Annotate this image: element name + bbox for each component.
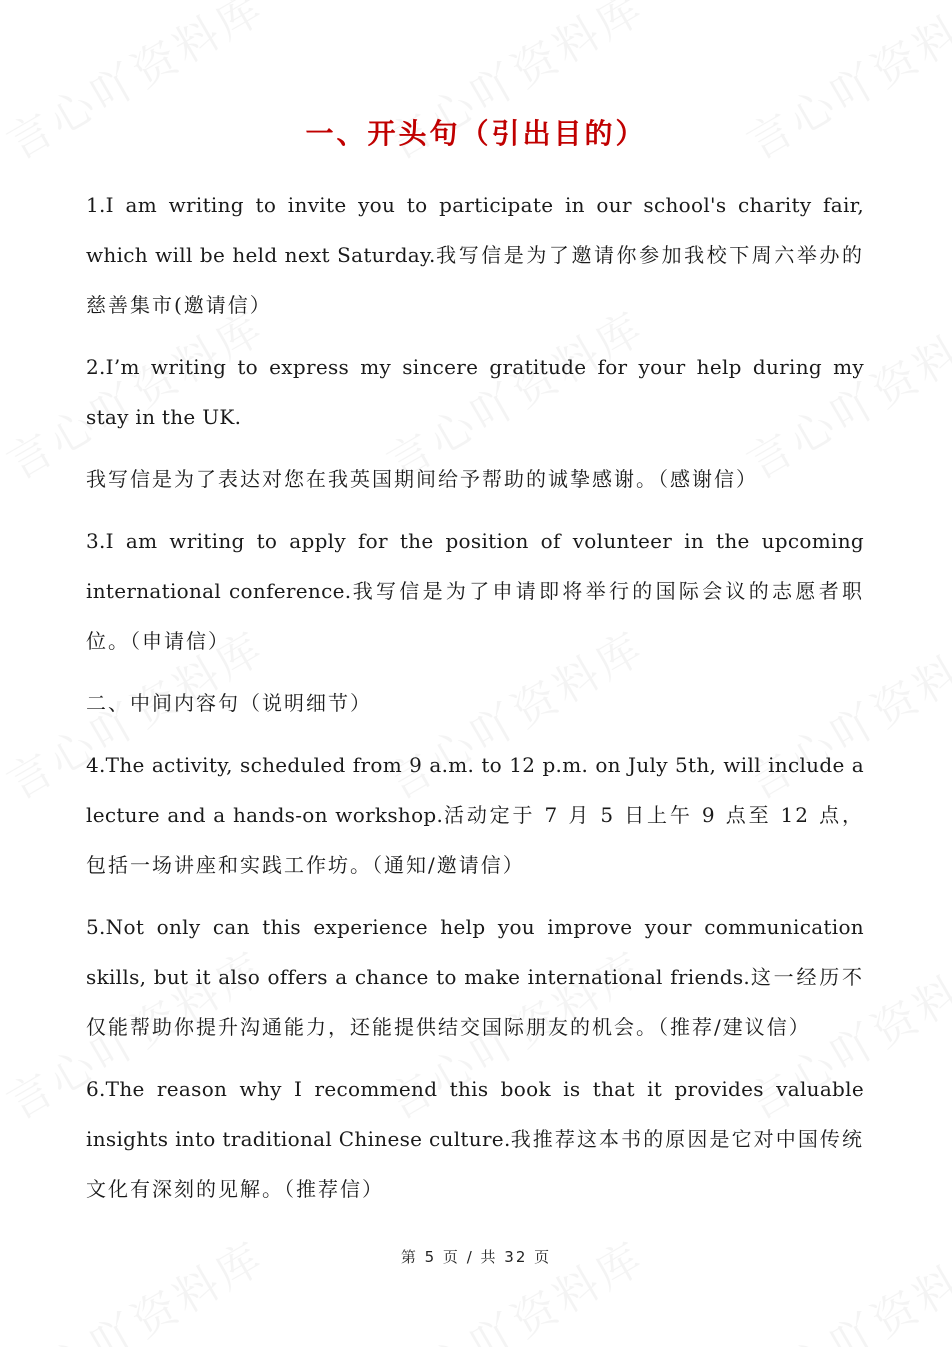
english-sentence: 4.The activity, scheduled from 9 a.m. to 12 p.m. on July 5th, will include a lecture and a hands-on workshop.: [86, 753, 864, 827]
english-sentence: 3.I am writing to apply for the position of volunteer in the upcoming international conference.: [86, 529, 864, 603]
document-body: [86, 180, 864, 1226]
sentence-paragraph-1: [86, 180, 864, 330]
sentence-paragraph-3: [86, 516, 864, 666]
english-sentence: 6.The reason why I recommend this book is that it provides valuable insights into traditional Chinese culture.: [86, 1077, 864, 1151]
sentence-paragraph-2: [86, 342, 864, 442]
page-title: 一、开头句（引出目的）: [305, 117, 647, 150]
watermark-text: [733, 1222, 952, 1347]
sentence-paragraph-2-translation: [86, 454, 864, 504]
chinese-translation: 我写信是为了表达对您在我英国期间给予帮助的诚挚感谢。（感谢信）: [86, 467, 758, 491]
chinese-translation: 活动定于 7 月 5 日上午 9 点至 12 点，包括一场讲座和实践工作坊。（通知/邀请信）: [86, 803, 865, 877]
watermark-text: [0, 1222, 275, 1347]
chinese-translation: 我写信是为了邀请你参加我校下周六举办的慈善集市(邀请信）: [86, 243, 864, 317]
section-heading: 二、中间内容句（说明细节）: [86, 691, 372, 715]
sentence-paragraph-5: [86, 902, 864, 1052]
sentence-paragraph-4: [86, 740, 864, 890]
chinese-translation: 这一经历不仅能帮助你提升沟通能力，还能提供结交国际朋友的机会。（推荐/建议信）: [86, 965, 864, 1039]
chinese-translation: 我写信是为了申请即将举行的国际会议的志愿者职位。（申请信）: [86, 579, 864, 653]
watermark-text: [373, 1222, 654, 1347]
sentence-paragraph-6: [86, 1064, 864, 1214]
chinese-translation: 我推荐这本书的原因是它对中国传统文化有深刻的见解。（推荐信）: [86, 1127, 865, 1201]
english-sentence: 2.I’m writing to express my sincere gratitude for your help during my stay in the UK.: [86, 355, 864, 429]
page-number: 第 5 页 / 共 32 页: [400, 1248, 552, 1266]
english-sentence: 5.Not only can this experience help you improve your communication skills, but it also offers a chance to make international friends.: [86, 915, 864, 989]
english-sentence: 1.I am writing to invite you to participate in our school's charity fair, which will be held next Saturday.: [86, 193, 864, 267]
